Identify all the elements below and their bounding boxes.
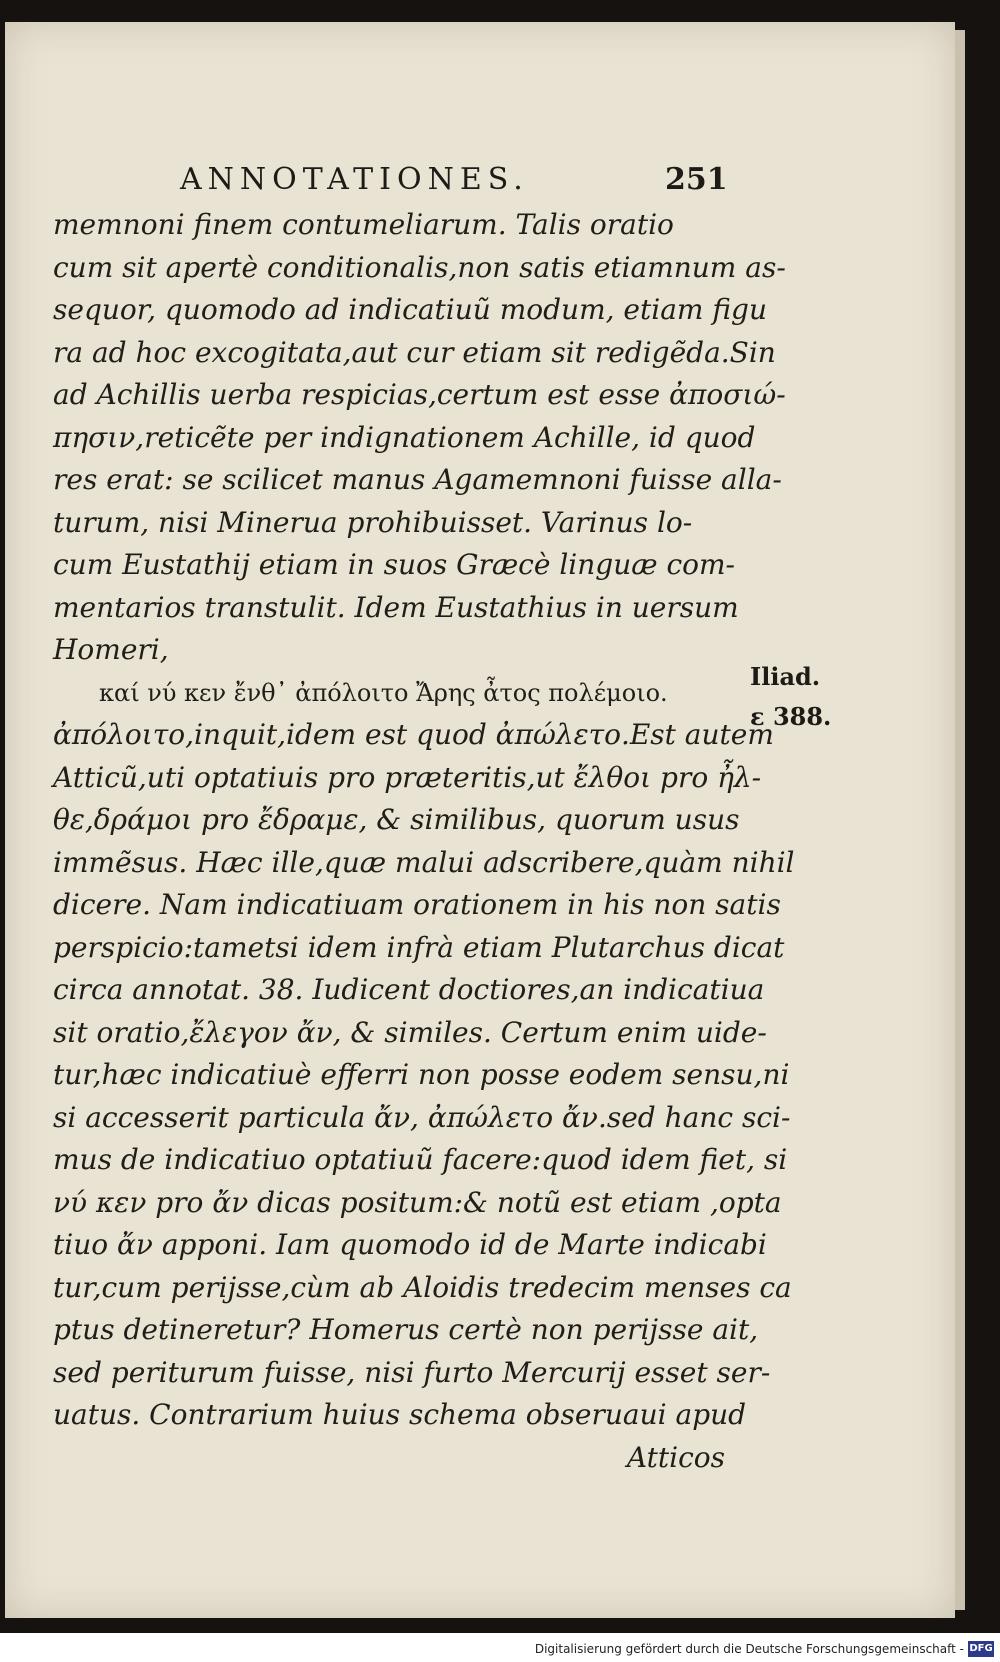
book-page xyxy=(5,22,955,1618)
text-line: memnoni finem contumeliarum. Talis oratio xyxy=(53,208,674,241)
text-line: cum sit apertè conditionalis,non satis etiamnum as- xyxy=(53,250,786,284)
text-line: ad Achillis uerba respicias,certum est esse ἀποσιώ- xyxy=(53,378,786,411)
text-line: circa annotat. 38. Iudicent doctiores,an indicatiua xyxy=(53,973,765,1006)
page-edge xyxy=(955,30,965,1610)
text-line: dicere. Nam indicatiuam orationem in his non satis xyxy=(53,888,781,921)
footer xyxy=(0,1638,1000,1662)
text-line: perspicio:tametsi idem infrà etiam Plutarchus dicat xyxy=(53,930,785,964)
text-line: res erat: se scilicet manus Agamemnoni fuisse alla- xyxy=(53,463,782,496)
text-line: si accesserit particula ἄν, ἀπώλετο ἄν.sed hanc sci- xyxy=(53,1100,791,1134)
text-line: tur,cum perijsse,cùm ab Aloidis tredecim menses ca xyxy=(53,1270,792,1304)
page-number: 251 xyxy=(665,162,728,197)
text-line: ra ad hoc excogitata,aut cur etiam sit redigẽda.Sin xyxy=(53,335,776,369)
funding-credit: Digitalisierung gefördert durch die Deutsche Forschungsgemeinschaft - xyxy=(534,1642,964,1656)
text-line: ptus detineretur? Homerus certè non perijsse ait, xyxy=(53,1313,759,1346)
greek-quote-line: καί νύ κεν ἔνθ᾽ ἀπόλοιτο Ἄρης ἆτος πολέμοιο. xyxy=(99,678,668,707)
text-line: sit oratio,ἔλεγον ἄν, & similes. Certum enim uide- xyxy=(53,1015,767,1049)
running-title: ANNOTATIONES. xyxy=(180,162,529,197)
text-line: mentarios transtulit. Idem Eustathius in uersum xyxy=(53,590,739,624)
text-line: νύ κεν pro ἄν dicas positum:& notũ est etiam ,opta xyxy=(53,1185,782,1219)
text-line: Atticũ,uti optatiuis pro præteritis,ut ἔλθοι pro ἦλ- xyxy=(53,760,762,794)
text-line: turum, nisi Minerua prohibuisset. Varinus lo- xyxy=(53,505,693,539)
dfg-logo: DFG xyxy=(968,1641,994,1657)
text-line: uatus. Contrarium huius schema obseruaui apud xyxy=(53,1398,747,1431)
text-line: Homeri, xyxy=(53,633,169,666)
text-line: ἀπόλοιτο,inquit,idem est quod ἀπώλετο.Est autem xyxy=(53,718,774,751)
text-line: immẽsus. Hæc ille,quæ malui adscribere,quàm nihil xyxy=(53,845,795,879)
margin-note-verse: ε 388. xyxy=(750,702,832,731)
catchword: Atticos xyxy=(626,1440,725,1474)
text-line: tur,hæc indicatiuè efferri non posse eodem sensu,ni xyxy=(53,1058,790,1091)
text-line: mus de indicatiuo optatiuũ facere:quod idem fiet, si xyxy=(53,1143,788,1176)
text-line: sequor, quomodo ad indicatiuũ modum, etiam figu xyxy=(53,293,767,326)
text-line: πησιν,reticẽte per indignationem Achille, id quod xyxy=(53,420,756,454)
text-line: tiuo ἄν apponi. Iam quomodo id de Marte indicabi xyxy=(53,1228,767,1261)
margin-note-book: Iliad. xyxy=(750,662,821,691)
text-line: sed periturum fuisse, nisi furto Mercurij esset ser- xyxy=(53,1355,771,1389)
text-line: θε,δράμοι pro ἔδραμε, & similibus, quorum usus xyxy=(53,803,740,836)
text-line: cum Eustathij etiam in suos Græcè linguæ com- xyxy=(53,548,736,581)
